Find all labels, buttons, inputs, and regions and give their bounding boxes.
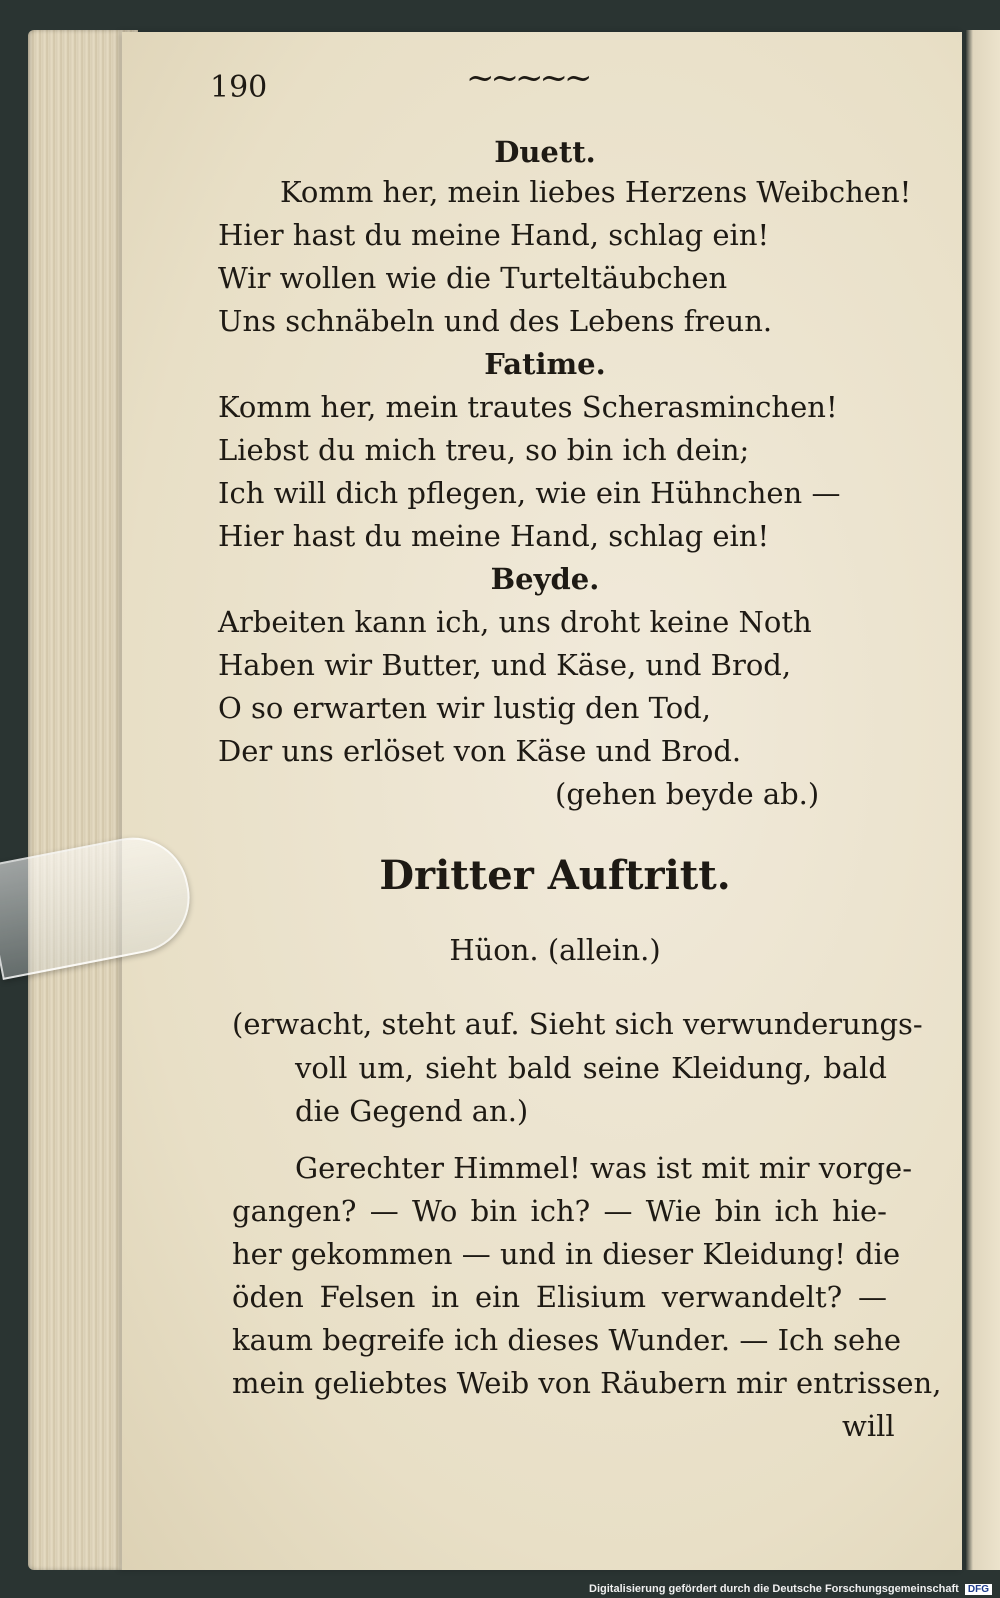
verse-line: Uns schnäbeln und des Lebens freun. <box>218 304 773 338</box>
scene-heading: Dritter Auftritt. <box>379 852 731 899</box>
verse-line: O so erwarten wir lustig den Tod, <box>218 691 711 725</box>
prose-line: her gekommen — und in dieser Kleidung! die <box>232 1237 901 1271</box>
dfg-logo: DFG <box>965 1584 992 1595</box>
prose-line: kaum begreife ich dieses Wunder. — Ich sehe <box>232 1323 902 1357</box>
stage-direction-line: (erwacht, steht auf. Sieht sich verwunderungs- <box>232 1007 923 1041</box>
speaker-beyde: Beyde. <box>490 562 600 596</box>
speaker-huon: Hüon. (allein.) <box>449 933 661 967</box>
verse-line: Arbeiten kann ich, uns droht keine Noth <box>218 605 812 639</box>
catchword: will <box>842 1409 895 1443</box>
verse-line: Haben wir Butter, und Käse, und Brod, <box>218 648 792 682</box>
page-number: 190 <box>210 70 268 105</box>
verse-line: Komm her, mein liebes Herzens Weibchen! <box>280 175 912 209</box>
prose-line: Gerechter Himmel! was ist mit mir vorge- <box>295 1151 913 1185</box>
footer-text: Digitalisierung gefördert durch die Deutsche Forschungsgemeinschaft <box>589 1583 959 1595</box>
verse-line: Der uns erlöset von Käse und Brod. <box>218 734 742 768</box>
verse-line: Wir wollen wie die Turteltäubchen <box>218 261 728 295</box>
prose-line: öden Felsen in ein Elisium verwandelt? — <box>232 1280 887 1314</box>
verse-line: Liebst du mich treu, so bin ich dein; <box>218 433 750 467</box>
stage-direction-line: voll um, sieht bald seine Kleidung, bald <box>295 1051 887 1085</box>
verse-line: Komm her, mein trautes Scherasminchen! <box>218 390 838 424</box>
footer-credit <box>589 1583 992 1595</box>
verse-line: Hier hast du meine Hand, schlag ein! <box>218 519 770 553</box>
stage-exit: (gehen beyde ab.) <box>555 777 820 811</box>
speaker-fatime: Fatime. <box>484 347 606 381</box>
verse-line: Hier hast du meine Hand, schlag ein! <box>218 218 770 252</box>
heading-duett: Duett. <box>494 135 596 169</box>
facing-page-edge <box>965 30 1000 1570</box>
header-ornament: ~~~~~ <box>466 58 589 98</box>
prose-line: gangen? — Wo bin ich? — Wie bin ich hie- <box>232 1194 887 1228</box>
prose-line: mein geliebtes Weib von Räubern mir entrissen, <box>232 1366 942 1400</box>
stage-direction-line: die Gegend an.) <box>295 1094 529 1128</box>
verse-line: Ich will dich pflegen, wie ein Hühnchen — <box>218 476 841 510</box>
